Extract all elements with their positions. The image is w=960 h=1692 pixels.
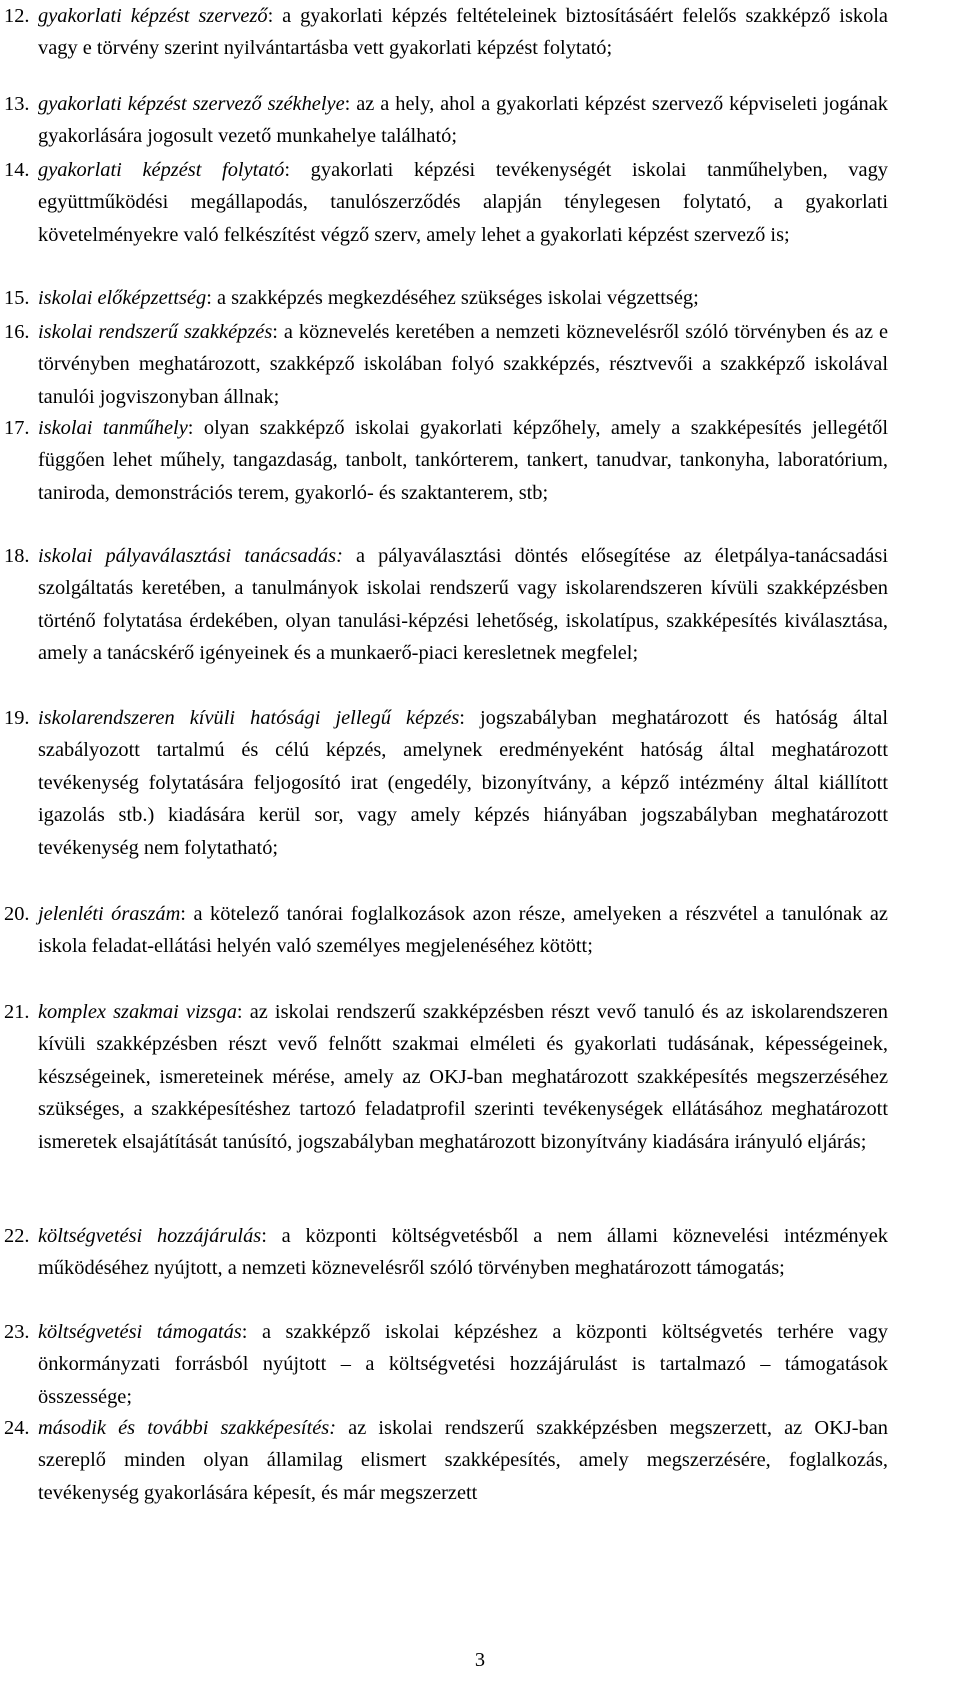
- defined-term: iskolarendszeren kívüli hatósági jellegű képzés: [38, 707, 460, 729]
- defined-term: iskolai rendszerű szakképzés: [38, 321, 273, 343]
- defined-term: második és további szakképesítés:: [38, 1417, 337, 1439]
- item-number: 17.: [4, 417, 30, 439]
- defined-term: iskolai pályaválasztási tanácsadás:: [38, 545, 343, 567]
- item-number: 15.: [4, 287, 30, 309]
- definition-text: : a kötelező tanórai foglalkozások azon része, amelyeken a részvétel a tanulónak az iskola feladat-ellátási helyén való személyes megjelenéséhez kötött;: [38, 903, 888, 958]
- definition-text: : az a hely, ahol a gyakorlati képzést szervező képviseleti jogának gyakorlására jogosult vezető munkahelye található;: [38, 93, 888, 148]
- definition-text: : a köznevelés keretében a nemzeti köznevelésről szóló törvényben és az e törvényben meghatározott, szakképző iskolában folyó szakképzés, résztvevői a szakképző iskolával tanulói jogviszonyban állnak;: [38, 321, 888, 408]
- definition-item-24: [4, 1412, 888, 1509]
- item-number: 13.: [4, 93, 30, 115]
- item-number: 22.: [4, 1225, 30, 1247]
- definition-text: : a gyakorlati képzés feltételeinek biztosításáért felelős szakképző iskola vagy e törvény szerint nyilvántartásba vett gyakorlati képzést folytató;: [38, 5, 888, 60]
- defined-term: gyakorlati képzést szervező székhelye: [38, 93, 345, 115]
- definition-text: : jogszabályban meghatározott és hatóság által szabályozott tartalmú és célú képzés, amelynek eredményeként hatóság által meghatározott tevékenység folytatására feljogosító irat (engedély, bizonyítvány, a képző intézmény által kiállított igazolás stb.) kiadására kerül sor, vagy amely képzés hiányában jogszabályban meghatározott tevékenység nem folytatható;: [38, 707, 888, 859]
- definition-item-22: [4, 1220, 888, 1285]
- definition-item-15: [4, 282, 888, 314]
- defined-term: iskolai tanműhely: [38, 417, 188, 439]
- defined-term: jelenléti óraszám: [38, 903, 181, 925]
- definition-text: : a központi költségvetésből a nem állami köznevelési intézmények működéséhez nyújtott, a nemzeti köznevelésről szóló törvényben meghatározott támogatás;: [38, 1225, 889, 1280]
- definition-item-17: [4, 412, 888, 509]
- item-number: 16.: [4, 321, 30, 343]
- definition-text: : az iskolai rendszerű szakképzésben részt vevő tanuló és az iskolarendszeren kívüli szakképzésben részt vevő felnőtt szakmai elméleti és gyakorlati tudásának, képességeinek, készségeinek, ismereteinek mérése, amely az OKJ-ban meghatározott szakképesítés megszerzéséhez szükséges, a szakképesítéshez tartozó feladatprofil szerinti tevékenységek ellátásához meghatározott ismeretek elsajátítását tanúsító, jogszabályban meghatározott bizonyítvány kiadására irányuló eljárás;: [38, 1001, 888, 1153]
- defined-term: költségvetési hozzájárulás: [38, 1225, 262, 1247]
- definition-item-18: [4, 540, 888, 670]
- definition-item-13: [4, 88, 888, 153]
- defined-term: komplex szakmai vizsga: [38, 1001, 237, 1023]
- item-number: 12.: [4, 5, 30, 27]
- definition-text: a pályaválasztási döntés elősegítése az életpálya-tanácsadási szolgáltatás keretében, a tanulmányok iskolai rendszerű vagy iskolarendszeren kívüli szakképzésben történő folytatása érdekében, olyan tanulási-képzési lehetőség, iskolatípus, szakképesítés kiválasztása, amely a tanácskérő igényeinek és a munkaerő-piaci keresletnek megfelel;: [38, 545, 888, 665]
- defined-term: költségvetési támogatás: [38, 1321, 242, 1343]
- definition-text: : a szakképzés megkezdéséhez szükséges iskolai végzettség;: [206, 287, 699, 309]
- definition-item-16: [4, 316, 888, 413]
- definition-item-19: [4, 702, 888, 864]
- page-number: 3: [474, 1649, 486, 1671]
- definition-item-23: [4, 1316, 888, 1413]
- item-number: 20.: [4, 903, 30, 925]
- item-number: 21.: [4, 1001, 30, 1023]
- item-number: 19.: [4, 707, 30, 729]
- definition-item-12: [4, 0, 888, 65]
- defined-term: gyakorlati képzést szervező: [38, 5, 268, 27]
- defined-term: iskolai előképzettség: [38, 287, 207, 309]
- definition-text: : olyan szakképző iskolai gyakorlati képzőhely, amely a szakképesítés jellegétől függően lehet műhely, tangazdaság, tanbolt, tankórterem, tankert, tanudvar, tankonyha, laboratórium, taniroda, demonstrációs terem, gyakorló- és szaktanterem, stb;: [38, 417, 888, 504]
- item-number: 14.: [4, 159, 30, 181]
- definition-item-21: [4, 996, 888, 1158]
- definition-text: : a szakképző iskolai képzéshez a központi költségvetés terhére vagy önkormányzati forrásból nyújtott – a költségvetési hozzájárulást is tartalmazó – támogatások összessége;: [38, 1321, 889, 1408]
- definition-text: az iskolai rendszerű szakképzésben megszerzett, az OKJ-ban szereplő minden olyan államilag elismert szakképesítés, amely megszerzésére, foglalkozás, tevékenység gyakorlására képesít, és már megszerzett: [38, 1417, 888, 1504]
- item-number: 23.: [4, 1321, 30, 1343]
- definition-text: : gyakorlati képzési tevékenységét iskolai tanműhelyben, vagy együttműködési megállapodás, tanulószerződés alapján ténylegesen folytató, a gyakorlati követelményekre való felkészítést végző szerv, amely lehet a gyakorlati képzést szervező is;: [38, 159, 888, 246]
- definition-item-20: [4, 898, 888, 963]
- defined-term: gyakorlati képzést folytató: [38, 159, 285, 181]
- definition-item-14: [4, 154, 888, 251]
- item-number: 18.: [4, 545, 30, 567]
- item-number: 24.: [4, 1417, 30, 1439]
